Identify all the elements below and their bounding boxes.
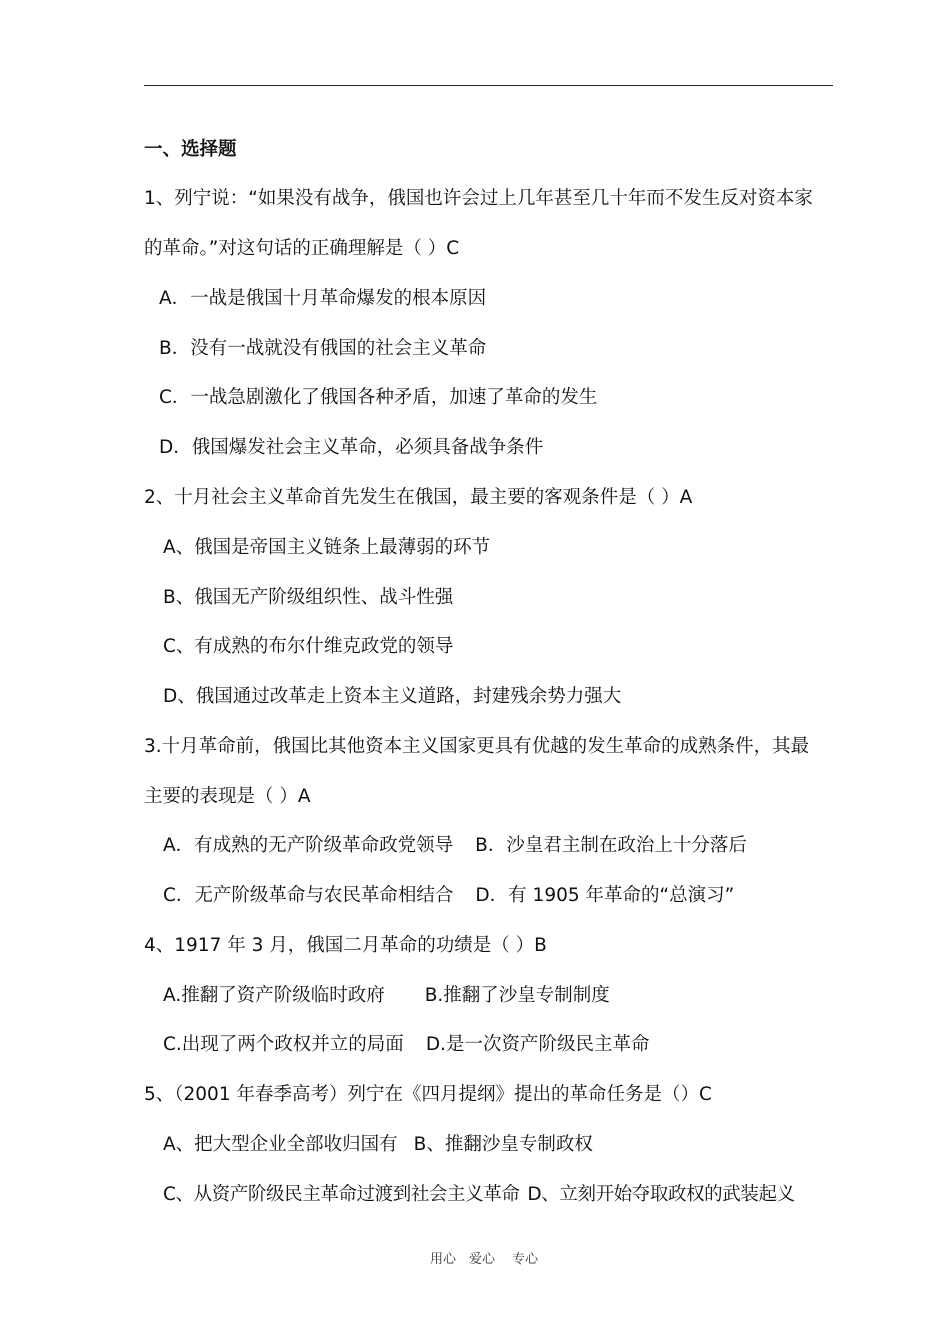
page-footer: 用心 爱心 专心 [430,1252,539,1267]
q2-option-b: B、俄国无产阶级组织性、战斗性强 [163,587,454,608]
q1-stem-line1: 1、列宁说：“如果没有战争，俄国也许会过上几年甚至几十年而不发生反对资本家 [144,188,813,209]
q4-options-ab [163,984,610,1008]
q3-option-a: A．有成熟的无产阶级革命政党领导 [163,835,454,856]
q3-options-ab [163,834,747,858]
q2-option-a: A、俄国是帝国主义链条上最薄弱的环节 [163,537,491,558]
section-title: 一、选择题 [144,139,237,160]
q4-option-d: D.是一次资产阶级民主革命 [425,1034,650,1055]
q4-options-cd [163,1033,649,1057]
q3-option-d: D．有 1905 年革命的“总演习” [475,885,735,906]
q5-option-c: C、从资产阶级民主革命过渡到社会主义革命 [163,1184,520,1205]
q5-options-ab [163,1133,593,1157]
q1-option-d: D．俄国爆发社会主义革命，必须具备战争条件 [159,437,544,458]
q4-option-a: A.推翻了资产阶级临时政府 [163,985,385,1006]
q3-stem-line1: 3.十月革命前，俄国比其他资本主义国家更具有优越的发生革命的成熟条件，其最 [144,736,810,757]
q3-option-c: C．无产阶级革命与农民革命相结合 [163,885,454,906]
q5-stem: 5、（2001 年春季高考）列宁在《四月提纲》提出的革命任务是（）C [144,1084,712,1105]
q3-options-cd [163,884,734,908]
header-rule [144,85,833,86]
q4-option-c: C.出现了两个政权并立的局面 [163,1034,404,1055]
q2-option-d: D、俄国通过改革走上资本主义道路，封建残余势力强大 [163,686,622,707]
q1-option-b: B．没有一战就没有俄国的社会主义革命 [159,338,487,359]
q4-stem: 4、1917 年 3 月，俄国二月革命的功绩是（ ）B [144,935,547,956]
q1-option-c: C．一战急剧激化了俄国各种矛盾，加速了革命的发生 [159,387,598,408]
q4-option-b: B.推翻了沙皇专制制度 [424,985,610,1006]
q1-stem-line2: 的革命。”对这句话的正确理解是（ ）C [144,238,460,259]
q5-options-cd [163,1183,795,1207]
q2-stem: 2、十月社会主义革命首先发生在俄国，最主要的客观条件是（ ）A [144,487,693,508]
q3-stem-line2: 主要的表现是（ ）A [144,786,311,807]
q2-option-c: C、有成熟的布尔什维克政党的领导 [163,636,454,657]
q3-option-b: B．沙皇君主制在政治上十分落后 [475,835,747,856]
q5-option-d: D、立刻开始夺取政权的武装起义 [527,1184,795,1205]
q5-option-a: A、把大型企业全部收归国有 [163,1134,398,1155]
q5-option-b: B、推翻沙皇专制政权 [413,1134,593,1155]
q1-option-a: A．一战是俄国十月革命爆发的根本原因 [159,288,487,309]
